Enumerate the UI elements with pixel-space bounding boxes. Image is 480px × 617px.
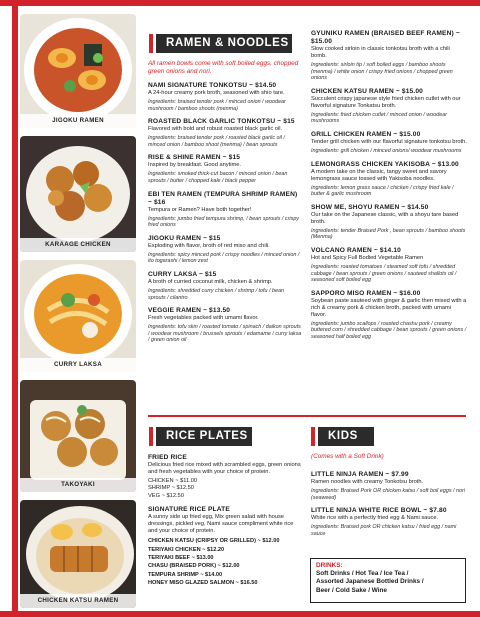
menu-item-fried-rice xyxy=(148,454,304,500)
item-ingredients: Ingredients: braised tender pork / roasted black garlic oil / minced onion / bamboo shoot (menma) / bean sprouts xyxy=(148,135,285,148)
ramen-right-column xyxy=(311,30,467,347)
item-description: White rice with a perfectly fried egg & Nami sauce. xyxy=(311,515,439,522)
item-name: VEGGIE RAMEN ~ $13.50 xyxy=(148,307,231,315)
item-name: GRILL CHICKEN RAMEN ~ $15.00 xyxy=(311,130,421,138)
item-ingredients: Ingredients: shredded curry chicken / shrimp / tofu / bean sprouts / cilantro xyxy=(148,287,285,301)
photo-chicken-katsu-ramen xyxy=(20,500,136,608)
menu-item xyxy=(311,204,467,241)
kids-section-header: KIDS xyxy=(318,427,374,446)
option-line: CHICKEN KATSU (CRIPSY OR GRILLED) ~ $12.00 xyxy=(148,538,280,545)
item-description: Slow cooked sirloin in classic tonkotsu broth with a chili bomb. xyxy=(311,46,450,59)
photo-jigoku-ramen xyxy=(20,14,136,128)
kids-note: (Comes with a Soft Drink) xyxy=(311,453,384,460)
item-name: FRIED RICE xyxy=(148,454,187,461)
item-name: SHOW ME, SHOYU RAMEN ~ $14.50 xyxy=(311,203,429,211)
top-accent-bar xyxy=(0,0,480,6)
ramen-left-column xyxy=(148,60,302,350)
item-name: CURRY LAKSA ~ $15 xyxy=(148,270,217,278)
rice-column xyxy=(148,454,304,594)
menu-item xyxy=(311,247,467,284)
option-line: TEMPURA SHRIMP ~ $14.00 xyxy=(148,571,223,578)
kids-column xyxy=(311,453,467,543)
item-ingredients: Ingredients: spicy minced pork / crispy noodles / minced onion / ito togarashi / lemon zest xyxy=(148,251,300,265)
drinks-line: Beer / Cold Sake / Wine xyxy=(316,586,387,594)
menu-item xyxy=(311,88,467,125)
item-description: Delicious fried rice mixed with scrambled eggs, green onions and fresh vegetables with your choice of protein. xyxy=(148,462,301,475)
chicken-katsu-ramen-illustration xyxy=(20,500,136,608)
item-name: JIGOKU RAMEN ~ $15 xyxy=(148,234,221,242)
option-line: CHASU (BRAISED PORK) ~ $12.00 xyxy=(148,563,240,570)
item-name: SAPPORO MISO RAMEN ~ $16.00 xyxy=(311,289,421,297)
item-ingredients: Ingredients: grill chicken / minced onions/ woodear mushrooms xyxy=(311,147,462,154)
photo-caption: KARAAGE CHICKEN xyxy=(20,238,136,252)
drinks-line: Soft Drinks / Hot Tea / Ice Tea / xyxy=(316,570,409,577)
item-description: Tempura or Ramen? Have both together! xyxy=(148,206,252,213)
option-line: TERIYAKI CHICKEN ~ $12.20 xyxy=(148,546,225,553)
photo-caption: CURRY LAKSA xyxy=(20,358,136,372)
menu-item xyxy=(311,30,467,82)
bottom-accent-bar xyxy=(0,611,480,617)
item-description: A 24-hour creamy pork broth, seasoned with shio tare. xyxy=(148,90,285,96)
karaage-chicken-illustration xyxy=(20,136,136,252)
photo-caption: CHICKEN KATSU RAMEN xyxy=(20,594,136,608)
curry-laksa-illustration xyxy=(20,260,136,372)
item-ingredients: Ingredients: sirloin tip / soft boiled eggs / bamboo shoots (menma) / white onion / crispy fried onions / chopped green onions xyxy=(311,62,453,82)
menu-item xyxy=(311,507,467,537)
item-name: LITTLE NINJA RAMEN ~ $7.99 xyxy=(311,471,409,478)
option-line: VEG ~ $12.50 xyxy=(148,492,184,499)
item-ingredients: Ingredients: tender Braised Pork , bean sprouts / bamboo shoots (Menma) xyxy=(311,227,466,241)
item-name: NAMI SIGNATURE TONKOTSU ~ $14.50 xyxy=(148,82,277,89)
photo-curry-laksa xyxy=(20,260,136,372)
menu-item-signature-rice-plate xyxy=(148,506,304,587)
item-name: GYUNIKU RAMEN (BRAISED BEEF RAMEN) ~ $15.00 xyxy=(311,30,460,45)
item-name: SIGNATURE RICE PLATE xyxy=(148,506,230,514)
option-line: HONEY MISO GLAZED SALMON ~ $16.50 xyxy=(148,580,258,587)
item-ingredients: Ingredients: fried chicken cutlet / minced onion / woodear mushrooms xyxy=(311,111,448,125)
ramen-intro: All ramen bowls come with soft boiled eggs, chopped green onions and nori. xyxy=(148,60,299,75)
ramen-section-header: RAMEN & NOODLES xyxy=(156,34,292,53)
item-ingredients: Ingredients: tofu skin / roasted tomato / spinach / daikon sprouts / woodear mushroom / brussels sprouts / edamame / curry laksa / green onion oil xyxy=(148,324,302,344)
item-description: A broth of curried coconut milk, chicken & shrimp. xyxy=(148,278,273,285)
item-description: Soybean paste sauteed with ginger & garlic then mixed with a rich & creamy pork & chicken broth, packed with umami flavor. xyxy=(311,297,467,318)
drinks-box xyxy=(310,558,466,603)
option-line: TERIYAKI BEEF ~ $13.00 xyxy=(148,555,214,562)
item-ingredients: Ingredients: jumbo fried tempura shrimp, / bean sprouts / crispy fried onions xyxy=(148,215,300,229)
item-description: Tender grill chicken with our flavorful signature tonkotsu broth. xyxy=(311,138,467,145)
left-accent-bar xyxy=(12,6,18,611)
item-name: LITTLE NINJA WHITE RICE BOWL ~ $7.80 xyxy=(311,507,447,515)
item-ingredients: Ingredients: braised tender pork / minced onion / woodear mushroom / bamboo shoots (menma) xyxy=(148,99,286,112)
menu-item xyxy=(148,235,302,265)
rice-section-header: RICE PLATES xyxy=(156,427,252,446)
menu-item xyxy=(148,191,302,229)
menu-item xyxy=(148,118,302,148)
item-ingredients: Ingredients: roasted tomatoes / steamed soft tofu / shredded cabbage / bean sprouts / green onions / sauteed shallots oil / seasoned soft boiled egg xyxy=(311,263,457,284)
item-name: VOLCANO RAMEN ~ $14.10 xyxy=(311,246,401,254)
item-description: Succulent crispy japanese style fried chicken cutlet with our flavorful signature Tonkatsu broth. xyxy=(311,95,461,109)
option-line: SHRIMP ~ $12.50 xyxy=(148,485,194,492)
photo-karaage-chicken xyxy=(20,136,136,252)
item-ingredients: Ingredients: smoked thick-cut bacon / minced onion / bean sprouts / butter / chopped kale / black pepper xyxy=(148,171,288,184)
photo-caption: JIGOKU RAMEN xyxy=(20,114,136,128)
item-description: Hot and Spicy Full Bodied Vegetable Ramen xyxy=(311,254,424,261)
menu-item xyxy=(311,161,467,198)
option-line: CHICKEN ~ $11.00 xyxy=(148,478,198,484)
photo-caption: TAKOYAKI xyxy=(20,478,136,492)
signature-rice-options xyxy=(148,537,304,587)
section-divider xyxy=(148,415,466,417)
item-description: Fresh vegetables packed with umami flavor. xyxy=(148,315,259,322)
menu-item xyxy=(148,82,302,112)
item-name: LEMONGRASS CHICKEN YAKISOBA ~ $13.00 xyxy=(311,160,459,168)
jigoku-ramen-illustration xyxy=(20,14,136,128)
item-ingredients: Ingredients: Braised pork OR chicken katsu / fried egg / nami sauce xyxy=(311,524,457,537)
menu-item xyxy=(148,307,302,344)
menu-item xyxy=(148,154,302,184)
menu-item xyxy=(311,471,467,501)
item-ingredients: Ingredients: lemon grass sauce / chicken / crispy fried kale / butter & garlic mushroom xyxy=(311,184,454,198)
item-description: Ramen noodles with creamy Tonkotsu broth. xyxy=(311,479,424,485)
item-description: A modern take on the classic, tangy sweet and savory lemongrass sauce tossed with Yakisoba noodles. xyxy=(311,168,447,182)
item-name: ROASTED BLACK GARLIC TONKOTSU ~ $15 xyxy=(148,118,295,126)
photo-takoyaki xyxy=(20,380,136,492)
item-description: Exploding with flavor, broth of red miso and chili. xyxy=(148,242,270,249)
menu-item xyxy=(311,290,467,341)
item-ingredients: Ingredients: jumbo scallops / roasted chashu pork / creamy buttered corn / shredded cabbage / bean sprouts / green onions / seasoned half boiled egg xyxy=(311,320,467,340)
menu-item xyxy=(148,271,302,301)
item-ingredients: Ingredients: Braised Pork OR chicken katsu / soft boil eggs / nori (seaweed) xyxy=(311,488,466,501)
drinks-title: DRINKS: xyxy=(316,562,343,569)
takoyaki-illustration xyxy=(20,380,136,492)
item-description: A sunny side up fried egg, Mix green salad with house dressings, pickled veg, Nami sauce compliment white rice and your choice of protein. xyxy=(148,514,294,535)
drinks-line: Assorted Japanese Bottled Drinks / xyxy=(316,578,424,586)
item-name: EBI TEN RAMEN (TEMPURA SHRIMP RAMEN) ~ $16 xyxy=(148,190,298,206)
item-name: RISE & SHINE RAMEN ~ $15 xyxy=(148,154,241,162)
item-description: Flavored with bold and robust roasted black garlic oil. xyxy=(148,126,283,133)
menu-item xyxy=(311,131,467,155)
fried-rice-options xyxy=(148,478,304,500)
item-description: Our take on the Japanese classic, with a shoyu tare based broth. xyxy=(311,211,459,225)
item-name: CHICKEN KATSU RAMEN ~ $15.00 xyxy=(311,87,423,95)
item-description: Inspired by breakfast. Good anytime. xyxy=(148,162,241,169)
